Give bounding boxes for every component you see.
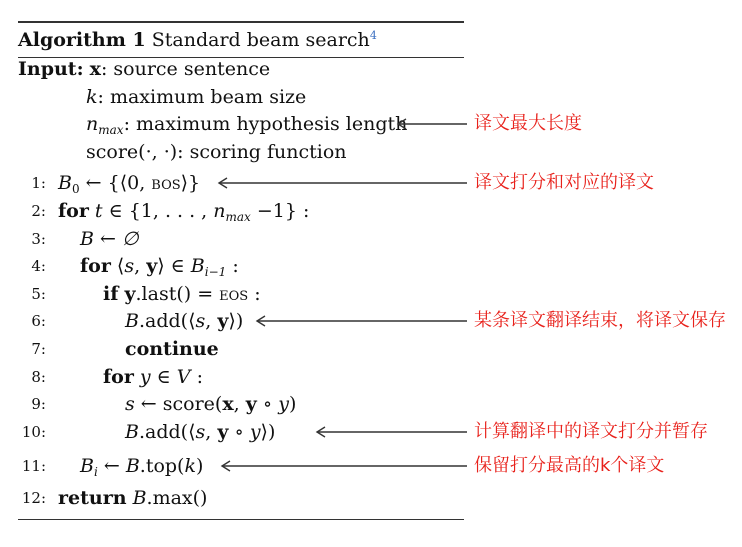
line-number: 5: xyxy=(31,285,46,303)
line-number: 8: xyxy=(31,368,46,386)
b-symbol: B xyxy=(125,421,139,443)
text: , xyxy=(134,255,147,277)
b-symbol: B xyxy=(58,172,72,194)
annotation-finished: 某条译文翻译结束，将译文保存 xyxy=(474,310,726,331)
vocab-symbol: V xyxy=(176,366,191,388)
x-desc: : source sentence xyxy=(100,58,271,80)
y-symbol: y xyxy=(139,366,151,388)
n-desc: : maximum hypothesis length xyxy=(123,113,408,135)
text: ∘ xyxy=(256,393,279,415)
code-line-7: continue xyxy=(125,338,219,360)
y-bold-symbol: y xyxy=(245,393,257,415)
text: ∈ xyxy=(150,366,177,388)
k-desc: : maximum beam size xyxy=(97,86,307,108)
line-number: 1: xyxy=(31,174,46,192)
text: ) xyxy=(196,455,204,477)
text: , xyxy=(205,421,218,443)
y-symbol: y xyxy=(278,393,289,415)
keyword-if: if xyxy=(103,283,119,305)
line-number: 3: xyxy=(31,230,46,248)
n-symbol: n xyxy=(86,113,99,135)
b-sub: i xyxy=(93,465,98,479)
code-line-3: B ← ∅ xyxy=(80,228,139,250)
b-symbol: B xyxy=(190,255,205,277)
text: ⟩) xyxy=(228,310,244,332)
x-symbol: x xyxy=(89,58,101,80)
text: .max() xyxy=(146,487,208,509)
text: .add(⟨ xyxy=(138,310,196,332)
y-bold-symbol: y xyxy=(217,421,229,443)
keyword-for: for xyxy=(80,255,111,277)
text: ← {⟨0, xyxy=(79,172,152,194)
line-number: 12: xyxy=(21,489,46,507)
b-symbol: B xyxy=(125,310,139,332)
text: ⟩} xyxy=(180,172,201,194)
y-symbol: y xyxy=(124,283,136,305)
x-symbol: x xyxy=(222,393,234,415)
line-number: 2: xyxy=(31,202,46,220)
input-label: Input: xyxy=(18,58,84,80)
eos-token: eos xyxy=(219,283,249,305)
n-symbol: n xyxy=(213,200,226,222)
line-number: 7: xyxy=(31,340,46,358)
bos-token: bos xyxy=(151,172,181,194)
text: , xyxy=(233,393,246,415)
algorithm-title: Standard beam search xyxy=(151,29,370,51)
text: ← xyxy=(97,455,126,477)
score-symbol: score(·, ·) xyxy=(86,141,178,163)
t-symbol: t xyxy=(94,200,103,222)
text: ∈ {1, . . . , xyxy=(102,200,214,222)
text: ⟩ ∈ xyxy=(157,255,191,277)
s-symbol: s xyxy=(125,393,135,415)
text: : xyxy=(226,255,239,277)
text: .top( xyxy=(139,455,185,477)
text: ← score( xyxy=(134,393,223,415)
b-sub: 0 xyxy=(71,182,80,196)
n-sub: max xyxy=(98,123,124,137)
text: : xyxy=(190,366,203,388)
algorithm-label: Algorithm 1 xyxy=(18,29,146,51)
annotation-max-length: 译文最大长度 xyxy=(474,113,582,134)
footnote-marker[interactable]: 4 xyxy=(369,29,377,42)
annotation-in-progress: 计算翻译中的译文打分并暂存 xyxy=(474,421,708,442)
text: .last() = xyxy=(135,283,220,305)
annotation-keep-top-k: 保留打分最高的k个译文 xyxy=(474,455,665,476)
score-desc: : scoring function xyxy=(177,141,347,163)
line-number: 9: xyxy=(31,395,46,413)
k-symbol: k xyxy=(86,86,98,108)
y-symbol: y xyxy=(146,255,158,277)
line-number: 4: xyxy=(31,257,46,275)
n-sub: max xyxy=(225,210,251,224)
b-symbol: B xyxy=(80,455,94,477)
y-symbol: y xyxy=(249,421,261,443)
y-symbol: y xyxy=(217,310,229,332)
s-symbol: s xyxy=(124,255,135,277)
keyword-return: return xyxy=(58,487,127,509)
annotation-init-pair: 译文打分和对应的译文 xyxy=(474,172,654,193)
text: ⟨ xyxy=(116,255,125,277)
keyword-for: for xyxy=(58,200,89,222)
keyword-for: for xyxy=(103,366,134,388)
s-symbol: s xyxy=(195,310,206,332)
b-sub: i−1 xyxy=(204,265,227,279)
line-number: 11: xyxy=(21,457,46,475)
text: .add(⟨ xyxy=(138,421,196,443)
text: ⟩) xyxy=(260,421,276,443)
line-number: 6: xyxy=(31,312,46,330)
b-symbol: B xyxy=(132,487,147,509)
text: ∘ xyxy=(228,421,250,443)
s-symbol: s xyxy=(195,421,206,443)
line-number: 10: xyxy=(21,423,46,441)
text: −1} : xyxy=(250,200,310,222)
b-symbol: B xyxy=(125,455,140,477)
text: : xyxy=(248,283,261,305)
k-symbol: k xyxy=(184,455,196,477)
text: ) xyxy=(288,393,297,415)
text: , xyxy=(205,310,218,332)
